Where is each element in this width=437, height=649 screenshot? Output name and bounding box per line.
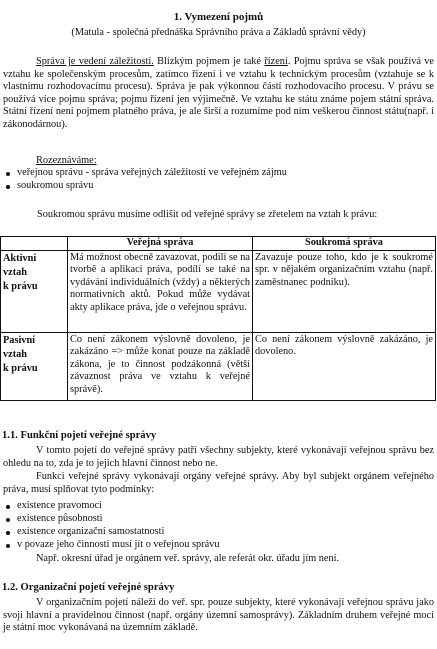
section-1-1-example: Např. okresní úřad je orgánem veř. správy, ale referát okr. úřadu jím není.	[36, 553, 340, 564]
list-item: existence organizační samostatnosti	[2, 526, 432, 539]
table-header-private: Soukromá správa	[253, 237, 436, 251]
cell-public-active: Má možnost obecně zavazovat, podílí se na tvorbě a aplikaci práva, podílí se také na vydávání individuálních (vždy) a některých normativních aktů. Pokud může vydávat akty aplikace práva, jde o veřejnou správu.	[68, 250, 253, 332]
list-item: v povaze jeho činnosti musí jít o veřejnou správu	[2, 539, 432, 552]
section-1-1-conditions-list	[2, 500, 432, 552]
page-title: 1. Vymezení pojmů	[173, 11, 264, 23]
section-1-1-paragraph-1: V tomto pojetí do veřejné správy patří všechny subjekty, které vykonávají veřejnou správu bez ohledu na to, zda je to jejich hlavní činnost nebo ne.	[3, 445, 434, 469]
distinguish-heading: Rozeznáváme:	[36, 155, 97, 166]
row-head-passive: Pasivní vztah k právu	[1, 332, 68, 400]
distinguish-list	[2, 167, 432, 193]
page-subtitle: (Matula - společná přednáška Správního práva a Základů správní vědy)	[71, 27, 366, 38]
table-header-row	[1, 237, 436, 251]
cell-public-passive: Co není zákonem výslovně dovoleno, je zakázáno => může konat pouze na základě zákona, je to činnost podzákonná (větší závaznost práva ve vztahu k veřejné správě).	[68, 332, 253, 400]
table-row	[1, 332, 436, 400]
table-intro: Soukromou správu musíme odlišit od veřejné správy se zřetelem na vztah k právu:	[37, 209, 378, 220]
table-row	[1, 250, 436, 332]
section-1-2-paragraph: V organizačním pojetí náleží do veř. spr. pouze subjekty, které vykonávají veřejnou správu jako svoji hlavní a pravidelnou činnost (např. orgány územní samosprávy). Základním druhem veřejné moci je státní moc vykonávaná na územním základě.	[3, 597, 434, 634]
section-1-1-heading: 1.1. Funkční pojetí veřejné správy	[2, 430, 157, 441]
table-header-empty	[1, 237, 68, 251]
table-header-public: Veřejná správa	[68, 237, 253, 251]
list-item: soukromou správu	[2, 180, 432, 193]
cell-private-active: Zavazuje pouze toho, kdo je k soukromé spr. v nějakém organizačním vztahu (např. zaměstnanec podniku).	[253, 250, 436, 332]
list-item: existence pravomoci	[2, 500, 432, 513]
intro-paragraph: Správa je vedení záležitostí. Blízkým pojmem je také řízení. Pojmu správa se však používá ve vztahu ke společenským procesům, zatímco řízení i ve vztahu k technickým procesům (vztahuje se k vlastnímu rozhodovacímu procesu). Správa je pak výkonnou částí rozhodovacího procesu. V právu se používá více pojmu správa; pojmu řízení jen výjimečně. Ve vztahu ke státu známe pojem státní správa. Státní řízení není pojmem platného práva, je ale širší a rozumíme pod ním veškerou činnost státu(např. i zákonodárnou).	[3, 56, 434, 130]
intro-lead: Správa je vedení záležitostí.	[36, 56, 154, 67]
list-item: veřejnou správu - správa veřejných záležitostí ve veřejném zájmu	[2, 167, 432, 180]
row-head-active: Aktivní vztah k právu	[1, 250, 68, 332]
comparison-table	[0, 236, 436, 401]
section-1-1-paragraph-2: Funkci veřejné správy vykonávají orgány veřejné správy. Aby byl subjekt orgánem veřejného práva, musí splňovat tyto podmínky:	[3, 471, 434, 495]
term-rizeni: řízení	[264, 56, 288, 67]
cell-private-passive: Co není zákonem výslovně zakázáno, je dovoleno.	[253, 332, 436, 400]
list-item: existence působnosti	[2, 513, 432, 526]
section-1-2-heading: 1.2. Organizační pojetí veřejné správy	[2, 582, 175, 593]
